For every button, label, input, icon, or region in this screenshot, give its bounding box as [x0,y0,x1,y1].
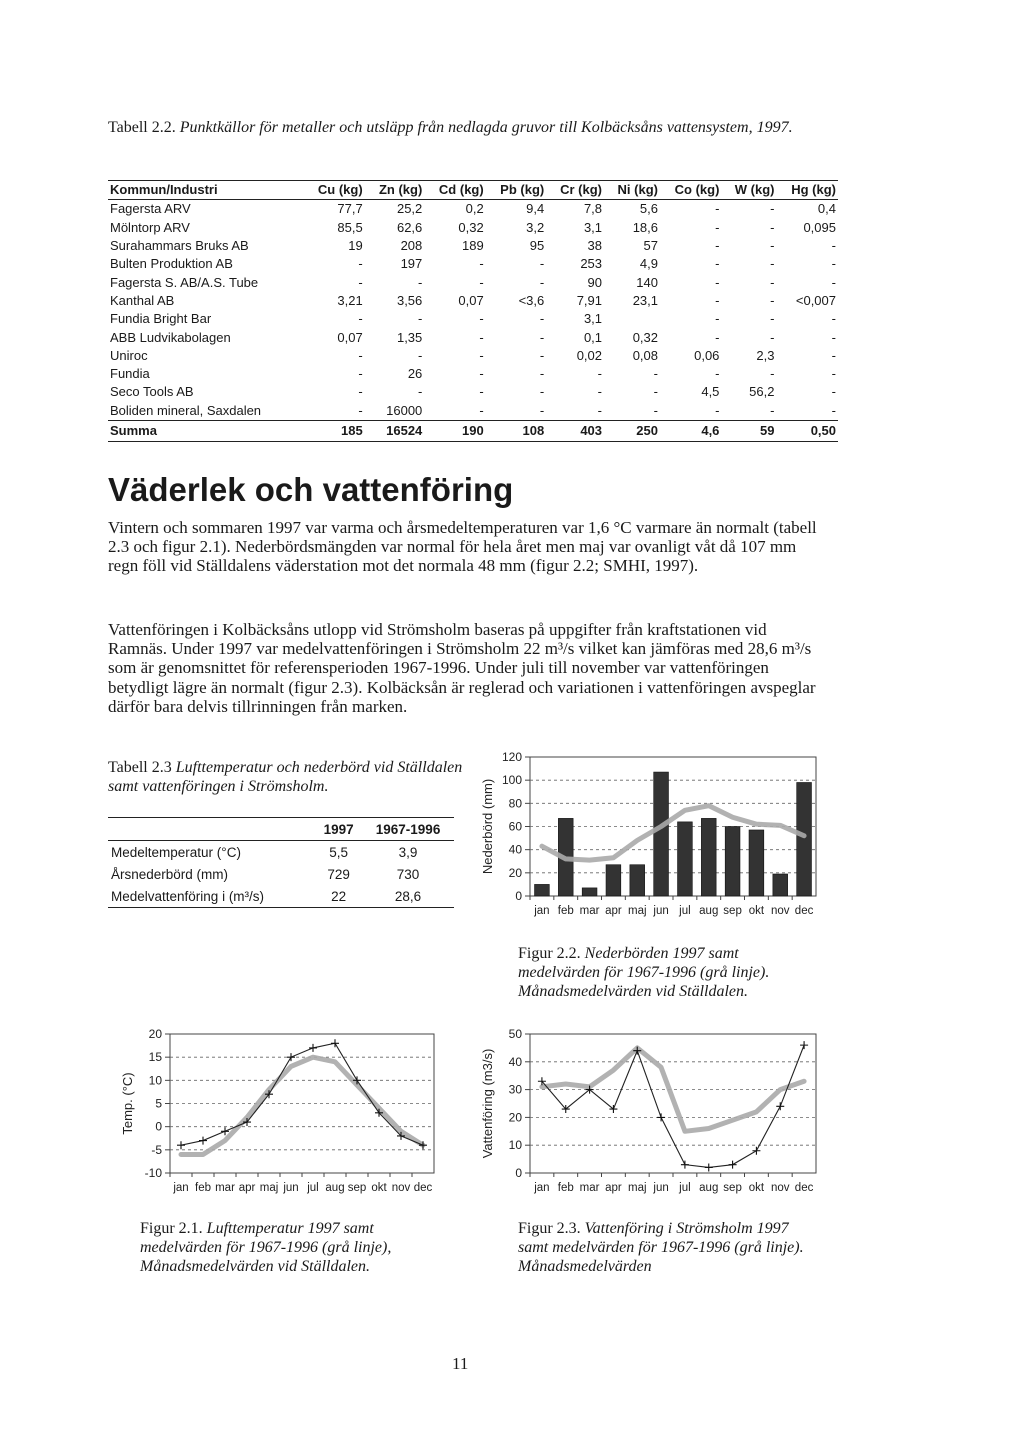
table-cell: - [653,384,658,400]
table-cell: - [715,219,720,235]
col-header: Zn (kg) [365,181,425,200]
table-row [108,328,838,346]
table-cell: 0,07 [337,329,363,345]
table-cell: - [597,366,603,382]
table-cell: <3,6 [518,292,545,308]
table-cell [604,310,660,328]
table-cell: 4,6 [660,420,721,441]
col-header: 1967-1996 [362,818,454,841]
table-cell: - [770,219,775,235]
data-point-marker [705,1163,713,1171]
table-row [108,402,838,421]
table-cell: 16524 [365,420,425,441]
table-cell: - [770,238,775,254]
metals-table [108,180,838,442]
x-tick-label: maj [627,1182,647,1194]
x-tick-label: sep [723,1182,742,1194]
y-tick-label: 100 [501,773,522,788]
x-tick-label: okt [371,1182,387,1194]
table-cell: 25,2 [396,201,423,217]
table-cell: 3,2 [526,219,545,235]
x-tick-label: aug [699,905,719,917]
bar [797,782,812,896]
table-cell: - [479,311,484,327]
table-row [108,841,454,864]
col-header [108,818,315,841]
table-cell: 90 [587,274,603,290]
data-point-marker [681,1161,689,1169]
figure-2-1-label: Figur 2.1. [140,1220,203,1237]
table-cell: - [715,292,720,308]
x-tick-label: jul [679,1182,691,1194]
table-cell: 0,2 [465,201,484,217]
table-cell: 16000 [386,402,423,418]
table-cell: 0,095 [803,219,836,235]
x-tick-label: nov [770,905,790,917]
col-header: Kommun/Industri [108,181,303,200]
climate-table [108,817,454,908]
data-point-marker [287,1053,295,1061]
table-cell: - [417,384,423,400]
x-tick-label: sep [347,1182,367,1194]
y-tick-label: 0 [515,889,522,903]
x-tick-label: dec [794,905,814,917]
table-cell: - [539,347,545,363]
table-cell: 189 [462,238,484,254]
table-cell: - [479,256,484,272]
table-cell: Uniroc [110,347,148,363]
table-cell: - [831,311,836,327]
table-cell: 0,06 [694,347,720,363]
y-axis-label: Vattenföring (m3/s) [480,1048,495,1159]
table-cell: 0,1 [583,329,603,345]
table-cell: 23,1 [632,292,658,308]
table-cell: - [770,256,775,272]
col-header: 1997 [315,818,362,841]
precipitation-chart [468,745,830,930]
table-cell: 4,9 [639,256,658,272]
metals-table-body [108,200,838,442]
table-cell: 9,4 [526,201,545,217]
table-cell: 18,6 [632,219,658,235]
y-tick-label: 0 [515,1166,522,1180]
y-tick-label: 80 [508,796,522,811]
table-cell: - [479,329,484,345]
x-tick-label: apr [605,905,622,917]
x-tick-label: mar [215,1182,235,1194]
table-cell: - [479,274,484,290]
table-cell: 62,6 [396,219,423,235]
table-cell: Medelvattenföring i (m³/s) [108,885,315,908]
table-cell: - [715,238,720,254]
data-point-marker [199,1137,207,1145]
table-cell: - [653,402,658,418]
x-tick-label: maj [627,905,647,917]
x-tick-label: jan [173,1182,189,1194]
figure-2-3-caption-text: Vattenföring i Strömsholm 1997 samt medelvärden för 1967-1996 (grå linje). Månadsmedelvärden [518,1220,804,1275]
table-row [108,255,838,273]
table-cell: - [770,311,775,327]
col-header: Co (kg) [660,181,721,200]
table-cell: - [831,384,836,400]
y-tick-label: 120 [501,750,522,764]
table-cell: - [539,274,545,290]
table-cell: - [831,238,836,254]
y-tick-label: 40 [508,1054,522,1069]
table-row [108,292,838,310]
table-cell: 185 [303,420,364,441]
table-cell: 85,5 [337,219,363,235]
section-heading: Väderlek och vattenföring [108,471,514,508]
y-tick-label: 40 [508,842,522,857]
mean-series-line [542,806,804,860]
col-header: Ni (kg) [604,181,660,200]
data-point-marker [177,1141,185,1149]
figure-2-2-caption [518,944,818,1001]
table-cell: 3,1 [583,311,603,327]
table-cell: 197 [400,256,423,272]
table-cell: - [358,402,363,418]
table-row [108,347,838,365]
figure-2-2-label: Figur 2.2. [518,945,581,962]
x-tick-label: dec [794,1182,814,1194]
y-tick-label: 10 [148,1073,162,1088]
table-cell: - [715,311,720,327]
table-2-3-label: Tabell 2.3 [108,759,172,776]
table-cell: - [539,329,545,345]
table-cell: Fagersta S. AB/A.S. Tube [110,274,259,290]
table-cell: 190 [424,420,485,441]
table-cell: 250 [604,420,660,441]
figure-2-1-caption [140,1219,440,1276]
table-row [108,200,838,219]
x-tick-label: jan [534,905,550,917]
table-cell: 77,7 [337,201,363,217]
table-cell: 38 [587,238,603,254]
mean-series-line [181,1057,423,1154]
data-point-marker [752,1147,760,1155]
data-point-marker [309,1044,317,1052]
table-cell: 1,35 [396,329,423,345]
x-tick-label: jun [653,905,669,917]
table-cell: - [715,256,720,272]
table-cell: 3,56 [396,292,423,308]
page-number: 11 [452,1354,469,1373]
table-cell: - [417,274,423,290]
x-tick-label: okt [748,905,765,917]
y-axis-label: Temp. (°C) [120,1072,135,1135]
table-cell: 253 [580,256,603,272]
bar [725,827,740,897]
y-tick-label: 10 [508,1138,522,1153]
table-cell: 5,6 [639,201,658,217]
x-tick-label: apr [238,1182,256,1194]
col-header: Pb (kg) [486,181,547,200]
table-cell: 5,5 [329,844,349,860]
table-cell: 0,50 [776,420,838,441]
x-tick-label: aug [325,1182,345,1194]
table-row [108,863,454,885]
data-point-marker [776,1102,784,1110]
sum-row [108,420,838,441]
bar [630,865,645,896]
table-cell: Seco Tools AB [110,384,194,400]
table-cell: 0,08 [632,347,658,363]
col-header: Cr (kg) [546,181,604,200]
table-cell: Fagersta ARV [110,201,191,217]
table-cell: Boliden mineral, Saxdalen [110,402,262,418]
table-cell: - [715,201,720,217]
table-cell: - [715,402,720,418]
table-cell: 7,8 [583,201,603,217]
table-cell: 108 [486,420,547,441]
bar [773,874,788,896]
water-flow-chart [468,1022,830,1207]
x-tick-label: jun [283,1182,299,1194]
table-cell: - [358,384,363,400]
x-tick-label: maj [259,1182,279,1194]
table-cell: 3,1 [583,219,603,235]
table-2-3-caption-text: Lufttemperatur och nederbörd vid Ställdalen samt vattenföringen i Strömsholm. [108,759,463,795]
table-cell: Årsnederbörd (mm) [111,866,229,882]
x-tick-label: dec [413,1182,433,1194]
body-paragraph-flow: Vattenföringen i Kolbäcksåns utlopp vid Strömsholm baseras på uppgifter från kraftstationen vid Ramnäs. Under 1997 var medelvattenföringen i Strömsholm 22 m³/s vilket kan jämföras med 28,6 m³/s som är genomsnittet för referensperioden 1967-1996. Under juli till november var vattenföringen betydligt lägre än normalt (figur 2.3). Kolbäcksån är reglerad och variationen i vattenföringen avspeglar därför bara delvis tillrinningen från marken. [108,620,816,716]
table-cell: 0,02 [576,347,603,363]
col-header: Cu (kg) [303,181,364,200]
table-cell: 95 [529,238,545,254]
y-tick-label: 20 [508,1110,522,1125]
table-cell: - [358,311,363,327]
bar [701,818,716,896]
table-cell: 2,3 [756,347,775,363]
table-cell: - [831,274,836,290]
series-1997-line [181,1043,423,1145]
figure-2-3-label: Figur 2.3. [518,1220,581,1237]
table-row [108,365,838,383]
table-cell: Mölntorp ARV [110,219,190,235]
y-axis-label: Nederbörd (mm) [480,778,495,875]
y-tick-label: 30 [508,1082,522,1097]
table-cell: - [417,347,423,363]
table-cell: - [715,366,720,382]
y-tick-label: 5 [155,1096,162,1111]
table-cell: 3,21 [337,292,363,308]
table-cell: - [715,274,720,290]
table-cell: Kanthal AB [110,292,175,308]
table-cell: - [539,311,545,327]
data-point-marker [800,1041,808,1049]
x-tick-label: jul [307,1182,319,1194]
table-cell: <0,007 [795,292,836,308]
table-cell: 208 [400,238,423,254]
table-cell: 730 [396,866,420,882]
data-point-marker [729,1161,737,1169]
bar [535,884,550,896]
body-paragraph-weather: Vintern och sommaren 1997 var varma och årsmedeltemperaturen var 1,6 °C varmare än normalt (tabell 2.3 och figur 2.1). Nederbördsmängden var normal för hela året men maj var ovanligt våt då 107 mm regn föll vid Ställdalens väderstation mot det normala 48 mm (figur 2.2; SMHI, 1997). [108,518,817,576]
y-tick-label: 20 [508,865,522,880]
y-tick-label: 50 [508,1027,522,1041]
x-tick-label: aug [699,1182,719,1194]
table-cell: 56,2 [749,384,775,400]
col-header: Cd (kg) [424,181,485,200]
x-tick-label: jul [679,905,691,917]
table-2-2-caption-text: Punktkällor för metaller och utsläpp från nedlagda gruvor till Kolbäcksåns vattensystem, 1997. [179,119,793,136]
table-cell: - [831,402,836,418]
table-2-3-caption [108,758,468,796]
table-cell: 59 [721,420,776,441]
x-tick-label: jun [653,1182,669,1194]
table-cell: - [479,384,484,400]
table-cell: - [770,402,775,418]
table-cell: Bulten Produktion AB [110,256,233,272]
table-cell: - [539,366,545,382]
table-cell: Surahammars Bruks AB [110,238,249,254]
table-cell: - [831,347,836,363]
y-tick-label: 0 [155,1119,162,1134]
table-cell: ABB Ludvikabolagen [110,329,231,345]
table-cell: 22 [315,885,362,908]
table-cell: - [539,402,545,418]
table-cell: - [831,256,836,272]
table-cell: - [479,347,484,363]
table-cell: 140 [636,274,658,290]
table-cell: - [770,274,775,290]
table-cell: Summa [108,420,303,441]
table-row [108,237,838,255]
table-row [108,219,838,237]
table-cell: 729 [327,866,350,882]
table-cell: - [358,366,363,382]
y-tick-label: -5 [151,1142,162,1157]
table-cell: - [479,402,484,418]
figure-2-2-caption-text: Nederbörden 1997 samt medelvärden för 1967-1996 (grå linje). Månadsmedelvärden vid Ställdalen. [518,945,770,1000]
table-cell: 19 [348,238,363,254]
table-cell: - [358,347,363,363]
data-point-marker [657,1113,665,1121]
climate-header-row [108,818,454,841]
x-tick-label: sep [723,905,742,917]
x-tick-label: feb [195,1182,211,1194]
table-cell: 0,4 [817,201,836,217]
y-tick-label: 15 [148,1050,162,1065]
table-row [108,273,838,291]
x-tick-label: feb [557,905,574,917]
table-cell: - [770,201,775,217]
y-tick-label: 20 [148,1027,162,1041]
y-tick-label: 60 [508,819,522,834]
table-cell: - [479,366,484,382]
table-cell: - [597,402,603,418]
table-cell: - [715,329,720,345]
table-cell: - [597,384,603,400]
table-row [108,310,838,328]
table-cell: 26 [407,366,423,382]
table-cell: 57 [643,238,658,254]
x-tick-label: nov [770,1182,790,1194]
col-header: Hg (kg) [776,181,838,200]
table-cell: Medeltemperatur (°C) [111,844,241,860]
table-cell: 7,91 [576,292,603,308]
table-cell: - [539,256,545,272]
temperature-chart [108,1022,448,1207]
table-row [108,383,838,401]
x-tick-label: nov [391,1182,411,1194]
table-cell: 0,07 [458,292,484,308]
table-cell: 0,32 [458,219,484,235]
bar [678,822,693,896]
metals-header-row [108,181,838,200]
figure-2-1-caption-text: Lufttemperatur 1997 samt medelvärden för 1967-1996 (grå linje), Månadsmedelvärden vid Ställdalen. [140,1220,392,1275]
figure-2-3-caption [518,1219,818,1276]
table-cell: - [831,329,836,345]
table-cell: Fundia Bright Bar [110,311,212,327]
table-cell: 403 [546,420,604,441]
data-point-marker [331,1039,339,1047]
table-2-2-label: Tabell 2.2. [108,119,176,136]
bar [582,888,597,896]
bar [749,830,764,896]
x-tick-label: mar [579,1182,600,1194]
x-tick-label: mar [579,905,600,917]
y-tick-label: -10 [144,1166,162,1180]
table-cell: - [831,366,836,382]
table-cell: 3,9 [398,844,418,860]
table-2-2-caption [108,118,808,137]
table-cell: 0,32 [632,329,658,345]
bar [606,865,621,896]
table-cell: - [770,329,775,345]
table-cell: - [539,384,545,400]
table-cell: - [770,366,775,382]
table-row [108,885,454,908]
bar [654,772,669,896]
table-cell: Fundia [110,366,150,382]
table-cell: - [417,311,423,327]
table-cell: - [358,274,363,290]
x-tick-label: okt [748,1182,765,1194]
table-cell: - [770,292,775,308]
table-cell: 4,5 [701,384,720,400]
table-cell: 28,6 [362,885,454,908]
x-tick-label: jan [534,1182,550,1194]
col-header: W (kg) [721,181,776,200]
table-cell: - [358,256,363,272]
x-tick-label: apr [605,1182,622,1194]
table-cell: - [653,366,658,382]
x-tick-label: feb [557,1182,574,1194]
